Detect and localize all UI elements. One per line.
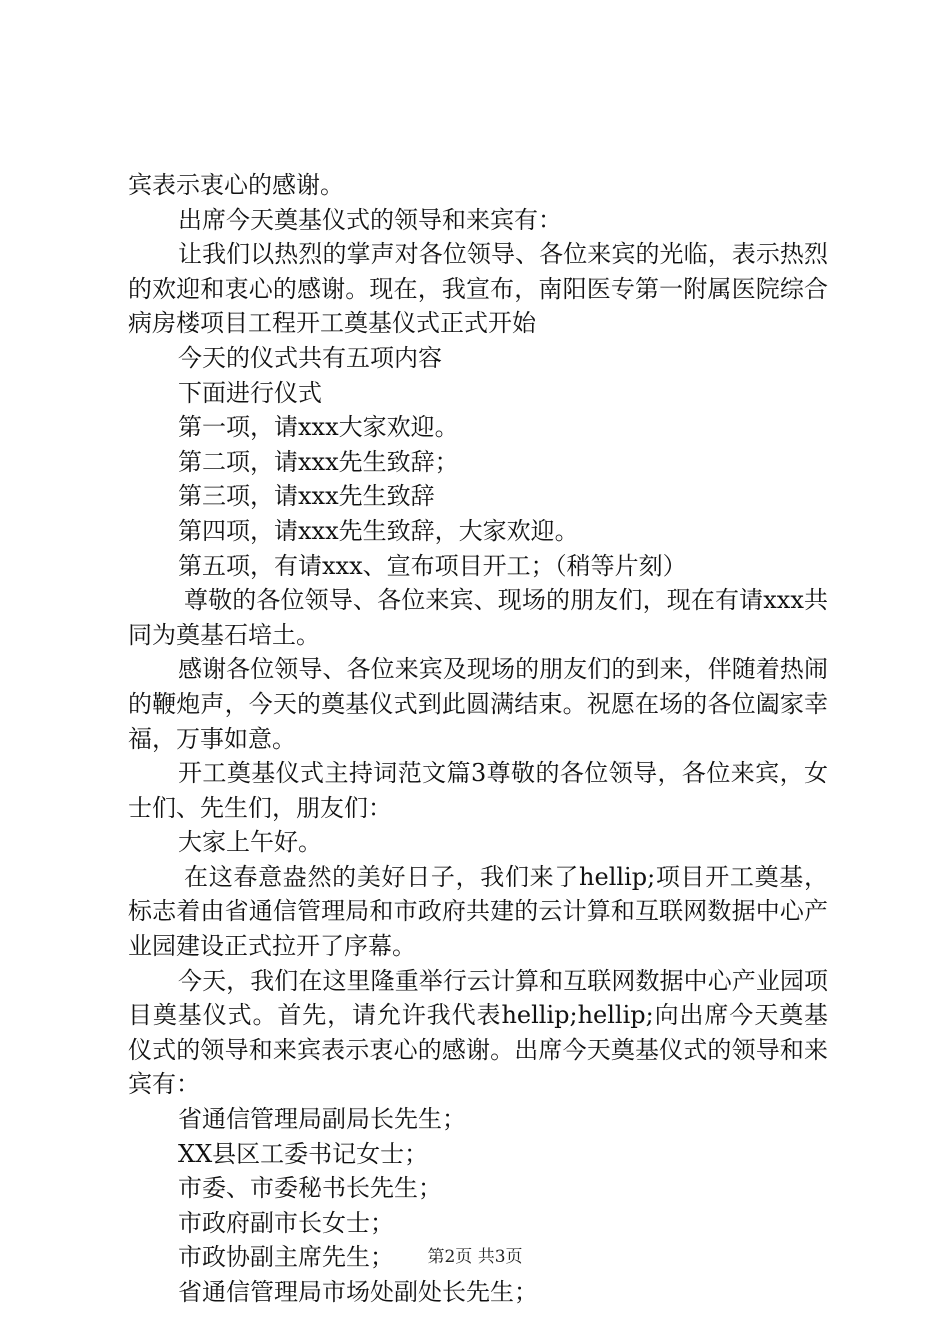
paragraph: 省通信管理局副局长先生； [178, 1105, 466, 1134]
paragraph: 市委、市委秘书长先生； [178, 1174, 442, 1203]
paragraph: XX县区工委书记女士； [178, 1139, 429, 1168]
paragraph: 在这春意盎然的美好日子，我们来了hellip;项目开工奠基，标志着由省通信管理局和市政府共建的云计算和互联网数据中心产业园建设正式拉开了序幕。 [128, 862, 828, 961]
paragraph: 下面进行仪式 [178, 378, 322, 407]
paragraph: 出席今天奠基仪式的领导和来宾有： [178, 205, 562, 234]
paragraph: 宾表示衷心的感谢。 [128, 171, 344, 199]
paragraph: 感谢各位领导、各位来宾及现场的朋友们的到来，伴随着热闹的鞭炮声，今天的奠基仪式到此圆满结束。祝愿在场的各位阖家幸福，万事如意。 [128, 655, 828, 753]
paragraph: 第二项，请xxx先生致辞； [178, 447, 459, 476]
paragraph: 让我们以热烈的掌声对各位领导、各位来宾的光临，表示热烈的欢迎和衷心的感谢。现在，我宣布，南阳医专第一附属医院综合病房楼项目工程开工奠基仪式正式开始 [128, 240, 828, 338]
paragraph: 大家上午好。 [178, 828, 322, 857]
paragraph: 第一项，请xxx大家欢迎。 [178, 413, 459, 442]
paragraph: 第四项，请xxx先生致辞，大家欢迎。 [178, 516, 579, 545]
paragraph: 市政府副市长女士； [178, 1208, 394, 1237]
document-body [128, 168, 828, 1310]
paragraph: 省通信管理局市场处副处长先生； [178, 1278, 538, 1306]
paragraph: 市政协副主席先生； [178, 1243, 394, 1272]
paragraph: 今天，我们在这里隆重举行云计算和互联网数据中心产业园项目奠基仪式。首先，请允许我代表hellip;hellip;向出席今天奠基仪式的领导和来宾表示衷心的感谢。出席今天奠基仪式的领导和来宾有： [128, 966, 828, 1099]
paragraph: 尊敬的各位领导、各位来宾、现场的朋友们，现在有请xxx共同为奠基石培土。 [128, 586, 828, 649]
page-number-footer: 第2页 共3页 [427, 1247, 523, 1267]
paragraph: 第三项，请xxx先生致辞 [178, 482, 435, 511]
paragraph: 今天的仪式共有五项内容 [178, 343, 442, 372]
paragraph: 第五项，有请xxx、宣布项目开工；（稍等片刻） [178, 551, 687, 580]
paragraph: 开工奠基仪式主持词范文篇3尊敬的各位领导，各位来宾，女士们、先生们，朋友们： [128, 759, 828, 822]
